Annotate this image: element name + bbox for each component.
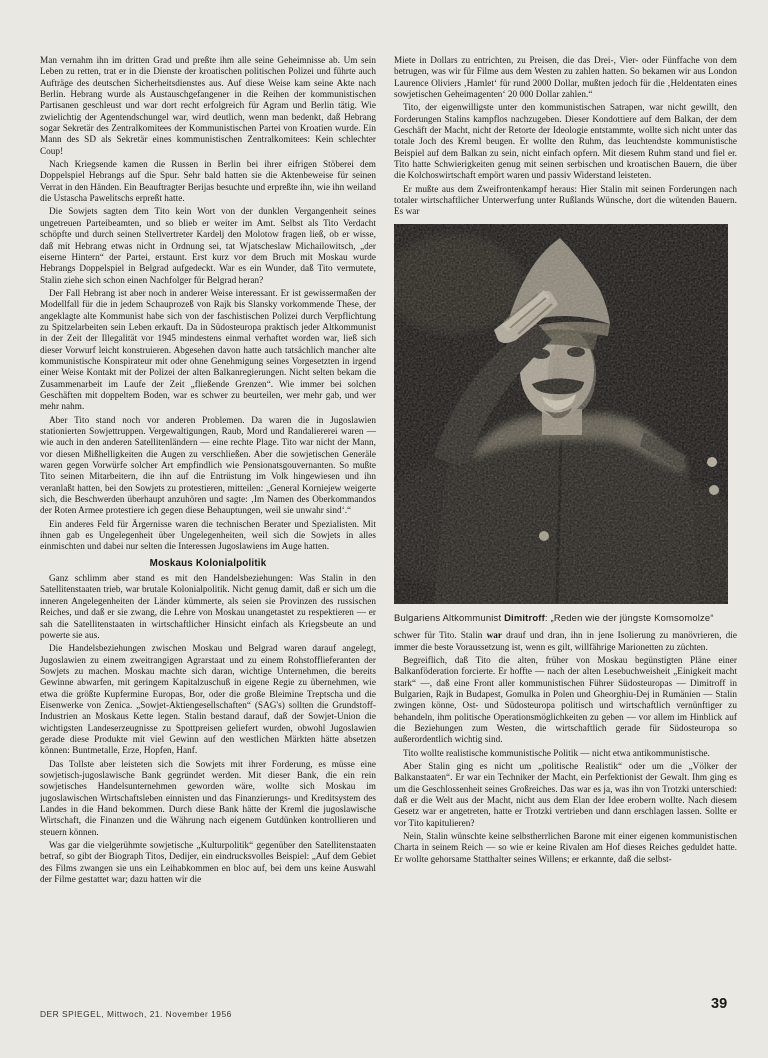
body-paragraph: Was gar die vielgerühmte sowjetische „Kulturpolitik“ gegenüber den Satellitenstaaten betraf, so gibt der Biograph Titos, Dedijer, ein eindrucksvolles Beispiel: „Auf dem Gebiet des Films zwangen sie uns ein Leihabkommen en bloc auf, bei dem uns keine Auswahl der Filme gestattet war; dazu hatten wir die [40, 840, 376, 885]
caption-text: Bulgariens Altkommunist [394, 611, 505, 623]
paragraph-segment-bold: war [486, 630, 502, 641]
body-paragraph: Begreiflich, daß Tito die alten, früher von Moskau begünstigten Pläne einer Balkanföderation forcierte. Er hoffte — nach der alten Lesebuchweisheit „Einigkeit macht stark“ —, daß eine Front aller kommunistischen Führer Südosteuropas — Dimitroff in Bulgarien, Rajk in Budapest, Gomulka in Polen und Gheorghiu-Dej in Rumänien — Stalin zwingen könne, Ost- und Südosteuropa politisch und wirtschaftlich vernünftiger zu behandeln, ihm politische Operationsmöglichkeiten zu geben — vor allem im Hinblick auf die Beziehungen zum Westen, die wirtschaftlich gerade für Südosteuropa so außerordentlich wichtig sind. [394, 654, 737, 745]
paragraph-segment: schwer für Tito. Stalin [394, 630, 487, 641]
left-column [40, 55, 376, 1004]
caption-quote: : „Reden wie der jüngste Komsomolze“ [544, 611, 714, 623]
body-paragraph: Tito wollte realistische kommunistische Politik — nicht etwa antikommunistische. [403, 747, 710, 758]
body-paragraph: Miete in Dollars zu entrichten, zu Preisen, die das Drei-, Vier- oder Fünffache von dem betrugen, was wir für Filme aus dem Westen zu zahlen hatten. So bekamen wir aus London Laurence Oliviers ‚Hamlet‘ für rund 2000 Dollar, mußten jedoch für die ‚Heldentaten eines sowjetischen Geheimagenten‘ 20 000 Dollar zahlen.“ [394, 55, 737, 100]
section-subheading: Moskaus Kolonialpolitik [149, 557, 267, 569]
paragraph-segment: drauf und dran, ihn in jene Isolierung zu manövrieren, die immer die beste Voraussetzung ist, wenn es gilt, willfährige Marionetten zu züchten. [394, 630, 737, 652]
page-number: 39 [711, 996, 728, 1012]
body-paragraph: Die Sowjets sagten dem Tito kein Wort von der dunklen Vergangenheit seines ungetreuen Parteibeamten, und so blieb er weiter im Amt. Selbst als Tito Verdacht schöpfte und durch seinen Stellvertreter Kardelj den Molotow fragen ließ, ob er wisse, daß mit Hebrang etwas nicht in Ordnung sei, tat Wjatscheslaw Michailowitsch, „der eiserne Hintern“ der Partei, erstaunt. Erst kurz vor dem Bruch mit Moskau wurde Hebrangs Doppelspiel in Belgrad aufgedeckt. War es ein Wunder, daß Tito vermutete, Stalin ziehe sich schon einen Nachfolger für Belgrad heran? [40, 206, 376, 285]
body-paragraph: Das Tollste aber leisteten sich die Sowjets mit ihrer Forderung, es müsse eine sowjetisch-jugoslawische Bank gegründet werden. Mit dieser Bank, die ein rein sowjetisches Handelsunternehmen geworden wäre, wollte sich Moskau im jugoslawischen Wirtschaftsleben einnisten und das Finanzierungs- und Kreditsystem des Landes in die Hand bekommen. Durch diese Bank hätte der Kreml die jugoslawische Wirtschaft, die Finanzen und die Währung nach eigenem Gutdünken kontrollieren und steuern können. [40, 758, 376, 837]
body-paragraph: Ganz schlimm aber stand es mit den Handelsbeziehungen: Was Stalin in den Satellitenstaaten trieb, war brutale Kolonialpolitik. Nicht genug damit, daß er sich um die inneren Angelegenheiten der Länder kümmerte, als seien sie Provinzen des russischen Reiches, und daß er sie zwang, die Lehre von Moskau unangetastet zu respektieren — er sah die Satellitenstaaten in wirtschaftlicher Hinsicht einfach als Kriegsbeute an und powerte sie aus. [40, 573, 376, 640]
body-paragraph: Tito, der eigenwilligste unter den kommunistischen Satrapen, war nicht gewillt, den Forderungen Stalins kampflos nachzugeben. Dieser Kondottiere auf dem Balkan, der dem Geschäft der Macht, nicht der Retorte der Ideologie entstammte, wollte sich nicht unter das totale Joch des Kreml beugen. Er wollte den Ruhm, das leuchtendste kommunistische Beispiel auf dem Balkan zu sein, nicht einfach opfern. Mit diesem Ruhm stand und fiel er. Tito hatte Schwierigkeiten genug mit seinen serbischen und kroatischen Bauern, die über die Kolchoswirtschaft empört waren und passiv Widerstand leisteten. [394, 102, 737, 181]
caption-name: Dimitroff [504, 611, 545, 623]
body-paragraph: Die Handelsbeziehungen zwischen Moskau und Belgrad waren darauf angelegt, Jugoslawien zu einem zweitrangigen Agrarstaat und zu einem Rohstofflieferanten der Sowjets zu machen. Moskau machte sich daran, wichtige Unternehmen, die bereits Gewinne abwarfen, mit geringem Kapitalzuschuß in eigene Regie zu übernehmen, wie etwa die größte Kupfermine Europas, Bor, oder die große Bleimine Treptscha und die Eisenwerke von Zenica. „Sowjet-Aktiengesellschaften“ (SAG's) sollten die Grundstoff-Industrien an Moskaus Kette legen. Stalin bestand darauf, daß der Sowjet-Union die wichtigsten Landeserzeugnisse zu Spottpreisen geliefert wurden, obwohl Jugoslawien gerade diese Produkte mit viel Gewinn auf den westlichen Märkten hätte absetzen können: Buntmetalle, Erze, Hopfen, Hanf. [40, 643, 376, 756]
body-paragraph: Der Fall Hebrang ist aber noch in anderer Weise interessant. Er ist gewissermaßen der Modellfall für die in jedem Schauprozeß von Rajk bis Slansky vorkommende These, der angeklagte alte Kommunist habe sich von der faschistischen Polizei durch Verpflichtung zu Spitzelarbeiten sein Leben erkauft. Da in Südosteuropa praktisch jeder Altkommunist in der Zeit der Illegalität vor 1945 mindestens einmal verhaftet worden war, ließ sich dieser Vorwurf leicht konstruieren. Abgesehen davon hatte auch tatsächlich mancher alte kommunistische Konspirateur mit oder ohne Genehmigung seines Vorgesetzten in irgend einer Weise Kontakt mit der Polizei der alten Balkanregierungen. Nicht selten bekam die Zusammenarbeit im Laufe der Zeit „fließende Grenzen“. Wie immer bei solchen Geschäften mit doppeltem Boden, war es schwer zu beurteilen, wer mehr gab, und wer mehr nahm. [40, 287, 376, 412]
body-paragraph: Aber Stalin ging es nicht um „politische Realistik“ oder um die „Völker der Balkanstaaten“. Er war ein Techniker der Macht, ein Perfektionist der Gewalt. Ihm ging es um die Geschlossenheit seines Großreiches. Das war es ja, was ihn von Trotzki unterschied: daß er die Welt aus der Macht, nicht aus dem Elan der Idee erobern wollte. Nach diesem Gesetz war er angetreten, hatte er Trotzki vertrieben und dann erschlagen lassen. Sollte er vor Tito kapitulieren? [394, 760, 737, 828]
body-paragraph: Nein, Stalin wünschte keine selbstherrlichen Barone mit einer eigenen kommunistischen Charta in seinem Reich — so wie er keine Rivalen am Hof dieses Reiches geduldet hatte. Er wollte gehorsame Statthalter seines Willens; er erkannte, daß die selbst- [394, 831, 737, 864]
body-paragraph: Er mußte aus dem Zweifrontenkampf heraus: Hier Stalin mit seinen Forderungen nach totaler wirtschaftlicher Unterwerfung unter Rußlands Wünsche, dort die wütenden Bauern. Es war [394, 183, 737, 217]
photo-caption [394, 612, 737, 623]
body-paragraph: Aber Tito stand noch vor anderen Problemen. Da waren die in Jugoslawien stationierten Sowjettruppen. Vergewaltigungen, Raub, Mord und Randaliererei waren — wie auch in den anderen Satellitenländern — eine rechte Plage. Tito war nicht der Mann, vor diesen Mißhelligkeiten die Augen zu verschließen. Aber die sowjetischen Generäle waren gegen Vorwürfe solcher Art empfindlich wie Pensionatsgouvernanten. So mußte Tito seinen Mitarbeitern, die ihn auf die Entrüstung im Volk hingewiesen und ihn veranlaßt hatten, bei den Sowjets zu protestieren, mitteilen: „General Korniejew weigerte sich, die Beschwerden überhaupt anzuhören und sagte: ‚Im Namen des Oberkommandos der Roten Armee protestiere ich gegen diese Behauptungen, weil sie unwahr sind‘.“ [40, 414, 376, 516]
body-paragraph: Ein anderes Feld für Ärgernisse waren die technischen Berater und Spezialisten. Mit ihnen gab es Ungelegenheit über Ungelegenheiten, weil sich die Sowjets in alles einmischten und dabei nur selten die Interessen Jugoslawiens im Auge hatten. [40, 518, 376, 552]
footer-imprint: DER SPIEGEL, Mittwoch, 21. November 1956 [40, 1009, 232, 1019]
body-paragraph: Man vernahm ihn im dritten Grad und preßte ihm alle seine Geheimnisse ab. Um sein Leben zu retten, trat er in die Dienste der kroatischen politischen Polizei und führte auch Aufträge des deutschen Sicherheitsdienstes aus. Auf diese Weise kam seine Akte nach Berlin. Hebrang wurde als Austauschgefangener in die Reihen der kommunistischen Partisanen geschleust und war dort recht erfolgreich für Agram und Berlin tätig. Wie zwielichtig der Agentendschungel war, wird deutlich, wenn man bedenkt, daß Hebrang sogar Sekretär des Zentralkomitees der Kommunistischen Partei von Kroatien wurde. Ein Mann des SD als Sekretär eines kommunistischen Zentralkomitees: Kein schlechter Coup! [40, 55, 376, 156]
right-column [394, 55, 737, 1004]
body-paragraph [394, 630, 737, 653]
dimitroff-photo [394, 224, 728, 604]
body-paragraph: Nach Kriegsende kamen die Russen in Berlin bei ihrer eifrigen Stöberei dem Doppelspiel Hebrangs auf die Spur. Sehr bald hatten sie die Aktenbeweise für seinen Verrat in den Händen. Ein Beauftragter Berijas besuchte und erpreßte ihn, wie ihn weiland die Ustascha Pawelitschs erpreßt hatte. [40, 159, 376, 204]
